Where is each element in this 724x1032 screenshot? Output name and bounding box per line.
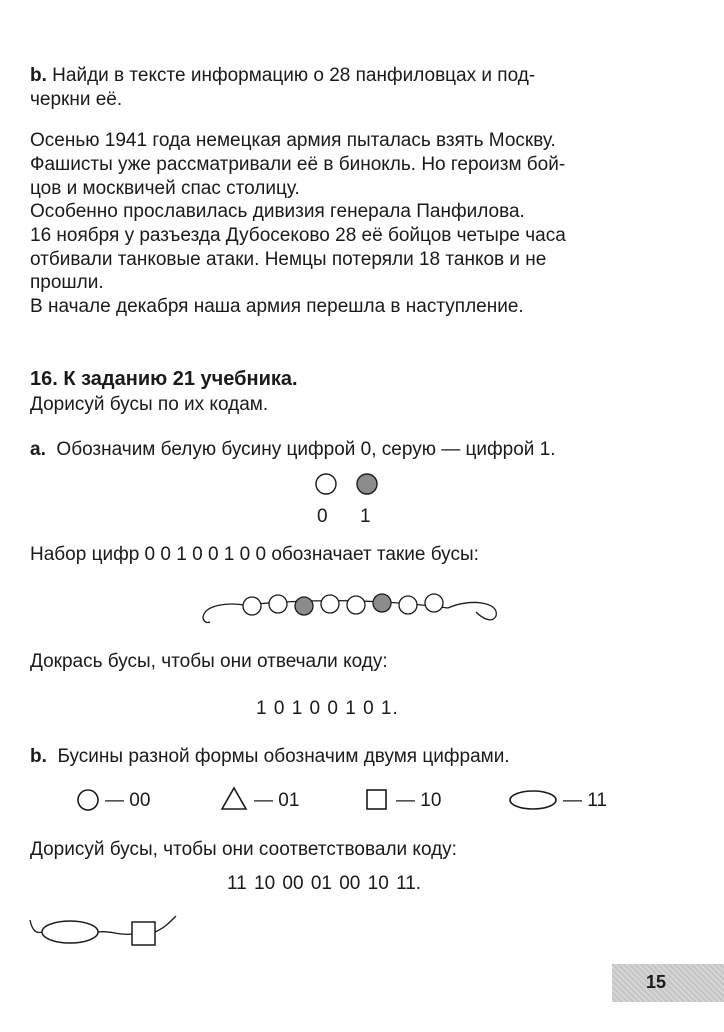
square-bead (132, 922, 155, 945)
square-shape (366, 789, 388, 811)
thread-right (155, 916, 176, 932)
thread-left (30, 920, 42, 933)
ellipse-shape (508, 788, 558, 812)
task-b-text: Бусины разной формы обозначим двумя цифрами. (57, 746, 510, 767)
gray-bead (357, 474, 377, 494)
thread-right (448, 602, 496, 619)
task-subtitle: Дорисуй бусы по их кодам. (30, 394, 269, 415)
part-b-marker: b. (30, 65, 47, 86)
passage-line: Фашисты уже рассматривали её в бинокль. Но героизм бой- (30, 154, 566, 175)
white-bead (269, 595, 287, 613)
passage-line: отбивали танковые атаки. Немцы потеряли 18 танков и не (30, 249, 547, 270)
bead-legend (300, 470, 400, 500)
passage-line: 16 ноября у разъезда Дубосеково 28 её бойцов четыре часа (30, 225, 566, 246)
task-b-marker: b. (30, 746, 47, 767)
circle-shape (76, 788, 100, 812)
part-b-line-2: черкни её. (30, 89, 123, 110)
passage-line: прошли. (30, 272, 104, 293)
legend-digit-0: 0 (317, 506, 328, 527)
triangle-code: — 01 (254, 790, 300, 811)
white-bead (399, 596, 417, 614)
white-bead (321, 595, 339, 613)
triangle-shape (220, 786, 248, 812)
task-title: 16. К заданию 21 учебника. (30, 368, 298, 390)
white-bead (425, 594, 443, 612)
color-task-code: 1 0 1 0 0 1 0 1. (256, 698, 399, 719)
thread-left (203, 604, 244, 623)
example-necklace (200, 590, 510, 635)
legend-digit-1: 1 (360, 506, 371, 527)
gray-bead (295, 597, 313, 615)
passage-line: Особенно прославилась дивизия генерала Панфилова. (30, 201, 525, 222)
thread-link (98, 932, 132, 935)
circle-code: — 00 (105, 790, 151, 811)
task-a-text: Обозначим белую бусину цифрой 0, серую — цифрой 1. (56, 439, 556, 460)
task-a-marker: а. (30, 439, 46, 460)
white-bead (243, 597, 261, 615)
part-b-line1-text: Найди в тексте информацию о 28 панфиловцах и под- (52, 65, 536, 86)
part-b-line-1 (30, 64, 670, 87)
task-a-line (30, 438, 556, 461)
gray-bead (373, 594, 391, 612)
white-bead (347, 596, 365, 614)
ellipse-bead (42, 921, 98, 943)
color-task-text: Докрась бусы, чтобы они отвечали коду: (30, 651, 388, 672)
passage-line: В начале декабря наша армия перешла в наступление. (30, 296, 524, 317)
shape-necklace-start (28, 912, 188, 957)
example-text: Набор цифр 0 0 1 0 0 1 0 0 обозначает такие бусы: (30, 544, 479, 565)
passage-line: цов и москвичей спас столицу. (30, 178, 300, 199)
bead-row (243, 594, 448, 615)
square-code: — 10 (396, 790, 442, 811)
task-b-line (30, 745, 510, 768)
shape-task-code: 11 10 00 01 00 10 11. (227, 873, 422, 894)
passage-line: Осенью 1941 года немецкая армия пыталась взять Москву. (30, 130, 556, 151)
shape-task-text: Дорисуй бусы, чтобы они соответствовали коду: (30, 839, 457, 860)
page-number: 15 (645, 972, 666, 992)
page-number-box (612, 964, 724, 1002)
white-bead (316, 474, 336, 494)
ellipse-code: — 11 (563, 790, 608, 811)
